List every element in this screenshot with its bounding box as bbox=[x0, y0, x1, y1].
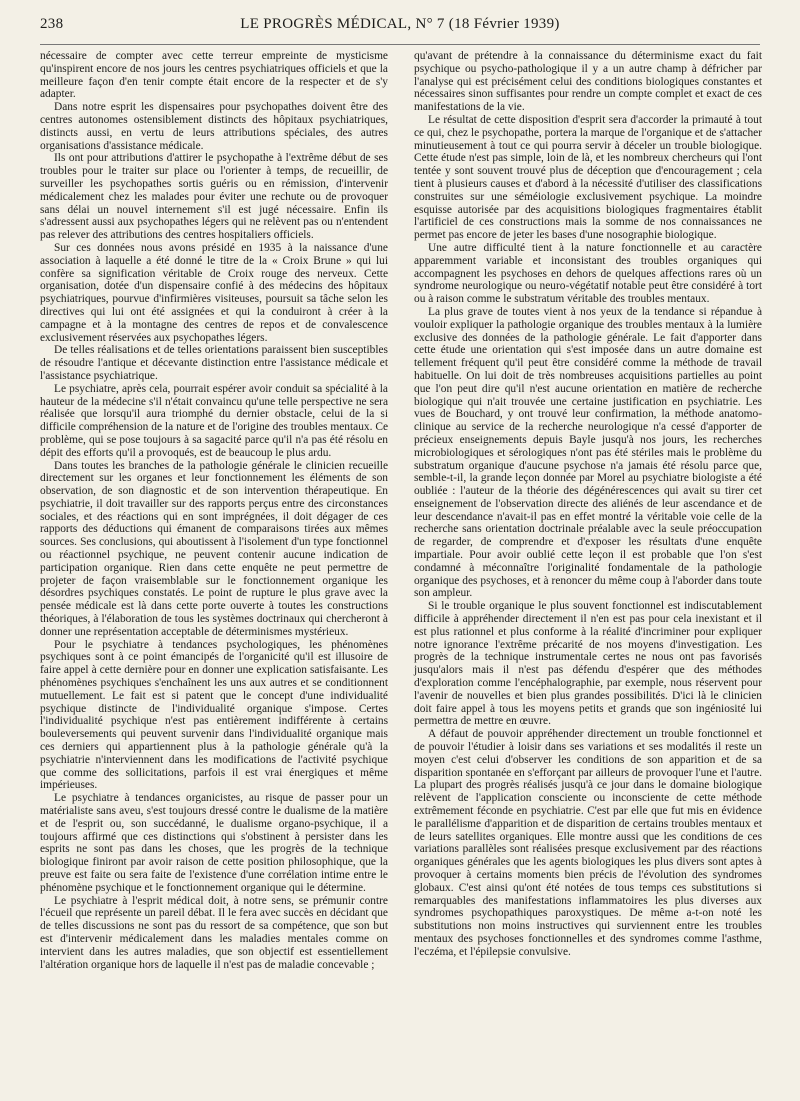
journal-title: LE PROGRÈS MÉDICAL, N° 7 (18 Février 1939) bbox=[240, 16, 560, 32]
right-column bbox=[414, 50, 762, 959]
paragraph: Le résultat de cette disposition d'esprit sera d'accorder la primauté à tout ce qui, chez le psychopathe, portera la marque de l'organique et de s'attacher minutieusement à tout ce qui pourra servir à déceler un trouble biologique. Cette étude n'est pas simple, loin de là, et les nombreux chercheurs qui l'ont tentée y sont souvent trouvé plus de déception que d'encouragement ; cela tient à plusieurs causes et d'abord à la nécessité d'utiliser des classifications construites sur une séméiologie exclusivement psychique. La moindre esquisse autorisée par des acquisitions biologiques fragmentaires établit l'artificiel de ces constructions mais la somme de nos connaissances ne permet pas encore de jeter les bases d'une nosographie biologique. bbox=[414, 113, 762, 242]
paragraph: Ils ont pour attributions d'attirer le psychopathe à l'extrême début de ses troubles pour le traiter sur place ou l'orienter à temps, de recueillir, de surveiller les psychopathes sortis guéris ou en rémission, d'intervenir médicalement chez les malades pour éviter une rechute ou de provoquer sans délai un nouvel internement s'il est jugé nécessaire. Enfin ils s'adressent aussi aux psychopathes légers qui ne relèvent pas ou n'entendent pas relever des attributions des centres hospitaliers officiels. bbox=[40, 152, 388, 242]
paragraph: Si le trouble organique le plus souvent fonctionnel est indiscutablement difficile à appréhender directement il n'en est pas pour cela inexistant et il est plus rationnel et plus conforme à la réalité d'incriminer pour expliquer notre ignorance l'extrême précarité de nos moyens d'investigation. Les progrès de la technique instrumentale certes ne nous ont pas favorisés jusqu'alors mais il n'est pas défendu d'espérer que des méthodes d'exploration comme l'encéphalographie, par exemple, nous réservent pour l'avenir de nouvelles et bien plus grandes possibilités. D'ici là le clinicien doit faire appel à tous les moyens petits et grands que son ingéniosité lui permettra de mettre en œuvre. bbox=[414, 600, 762, 728]
header-rule bbox=[40, 44, 760, 45]
paragraph: Dans notre esprit les dispensaires pour psychopathes doivent être des centres autonomes ostensiblement distincts des hôpitaux psychiatriques, distincts aussi, en vertu de leurs attributions spéciales, des autres organisations d'assistance médicale. bbox=[40, 101, 388, 152]
paragraph: De telles réalisations et de telles orientations paraissent bien susceptibles de résoudre l'antique et décevante distinction entre l'assistance médicale et l'assistance psychiatrique. bbox=[40, 344, 388, 382]
paragraph: Sur ces données nous avons présidé en 1935 à la naissance d'une association à laquelle a été donné le titre de la « Croix Brune » qui lui confère sa signification véritable de Croix rouge des nerveux. Cette organisation, dotée d'un dispensaire confié à des médecins des hôpitaux psychiatriques, pourvue d'infirmières visiteuses, poursuit sa tâche selon les directives qui lui ont été assignées et qui la conduiront à créer à la campagne et à la montagne des centres de repos et de convalescence exclusivement réservées aux psychopathes légers. bbox=[40, 241, 388, 344]
article-body bbox=[40, 50, 762, 1090]
paragraph: nécessaire de compter avec cette terreur empreinte de mysticisme qu'inspirent encore de nos jours les centres psychiatriques officiels et que la meilleure façon d'en tenir compte était encore de la respecter et de s'y adapter. bbox=[40, 50, 388, 101]
paragraph: Une autre difficulté tient à la nature fonctionnelle et au caractère apparemment variable et inconsistant des troubles organiques qui accompagnent les psychoses en dehors de quelques affections rares où un syndrome neurologique ou neuro-végétatif notable peut être considéré à tort ou à raison comme le substratum véritable des troubles mentaux. bbox=[414, 241, 762, 306]
paragraph: A défaut de pouvoir appréhender directement un trouble fonctionnel et de pouvoir l'étudier à loisir dans ses variations et ses modalités il reste un moyen c'est celui d'observer les conditions de son apparition et de sa disparition spontanée en s'efforçant par ailleurs de provoquer l'une et l'autre. La plupart des progrès réalisés jusqu'à ce jour dans le domaine biologique relèvent de l'application consciente ou inconsciente de cette méthode extrêmement féconde en psychiatrie. C'est par elle que fut mis en évidence le parallélisme d'apparition et de disparition de certains troubles mentaux et de leurs satellites organiques. Elle montre aussi que les conditions de ces variations parallèles sont réalisées presque exclusivement par des réactions organiques générales que les agents biologiques les plus divers sont aptes à provoquer à certains moments bien précis de l'évolution des syndromes globaux. C'est ainsi qu'ont été notées de tous temps ces substitutions si remarquables des manifestations inflammatoires les plus diverses aux syndromes psychopathiques paroxystiques. De même a-t-on noté les substitutions non moins instructives qui surviennent entre les troubles mentaux des psychoses fonctionnelles et des syndromes comme l'asthme, l'eczéma, et l'épilepsie convulsive. bbox=[414, 728, 762, 958]
paragraph: Le psychiatre à l'esprit médical doit, à notre sens, se prémunir contre l'écueil que représente un pareil débat. Il le fera avec succès en décidant que de telles discussions ne sont pas du ressort de sa compétence, que son but est d'intervenir médicalement dans les maladies mentales comme on intervient dans les autres maladies, que son objectif est essentiellement l'altération organique hors de laquelle il n'est pas de maladie concevable ; bbox=[40, 894, 388, 971]
left-column bbox=[40, 50, 388, 971]
paragraph: Le psychiatre à tendances organicistes, au risque de passer pour un matérialiste sans aveu, s'est toujours dressé contre le dualisme de la matière et de l'esprit ou, son succédanné, le dualisme organo-psychique, il a toujours affirmé que ces distinctions qui s'obstinent à persister dans les esprits ne sont pas dans les choses, que les progrès de la technique biologique finiront par avoir raison de cette position philosophique, que la preuve est faite ou sera faite de l'existence d'une corrélation intime entre le phénomène psychique et le fonctionnement organique qui le détermine. bbox=[40, 792, 388, 894]
running-header bbox=[40, 16, 760, 42]
paragraph: Le psychiatre, après cela, pourrait espérer avoir conduit sa spécialité à la hauteur de la médecine s'il n'était convaincu qu'une telle perspective ne sera réalisée que lorsqu'il aura triomphé du dernier obstacle, celui de la si difficile compréhension de la nature et de l'origine des troubles mentaux. Ce problème, qui se pose toujours à sa sagacité parce qu'il n'a pas été résolu en dépit des efforts qu'il a provoqués, est de beaucoup le plus ardu. bbox=[40, 382, 388, 459]
paragraph: La plus grave de toutes vient à nos yeux de la tendance si répandue à vouloir expliquer la pathologie organique des troubles mentaux à la lumière exclusive des données de la pathologie générale. Le fait d'apporter dans cette étude une orientation qui s'est imposée dans un autre domaine est tellement fréquent qu'il peut être considéré comme la méthode de travail habituelle. On lui doit de très nombreuses acquisitions partielles au point que l'on peut dire qu'il n'est aucune orientation en matière de recherche biologique qui n'ait trouvée une certaine justification en psychiatrie. Les vues de Bouchard, y ont trouvé leur confirmation, la méthode anatomo-clinique au service de la recherche neurologique n'a cessé d'apporter de précieux enseignements depuis Bayle jusqu'à nos jours, les recherches microbiologiques et sérologiques n'ont pas été stériles mais le problème du substratum organique d'aucune psychose n'a jamais été résolu parce que, semble-t-il, la grande leçon donnée par Morel au psychiatre biologiste a été oubliée : l'auteur de la théorie des dégénérescences qui avait su tirer cet enseignement de l'observation directe des aliénés de leur ascendance et de leur descendance n'avait-il pas en effet montré la véritable voie celle de la recherche sans orientation doctrinale préalable avec la seule préoccupation de regarder, de comprendre et d'exposer les résultats d'une enquête impartiale. Pour avoir oublié cette leçon il est probable que l'on s'est condamné à méconnaître l'originalité fondamentale de la pathologie organique des psychoses, et à renoncer du même coup à l'aborder dans toute son ampleur. bbox=[414, 305, 762, 600]
paragraph: Pour le psychiatre à tendances psychologiques, les phénomènes psychiques sont à ce point émancipés de l'organicité qu'il est illusoire de faire appel à cette dernière pour en donner une explication satisfaisante. Les phénomènes psychiques s'enchaînent les uns aux autres et se conditionnent mutuellement. Le fait est si patent que le concept d'une individualité psychique distincte de l'individualité organique s'impose. Certes l'individualité psychique n'est pas entièrement indifférente à certains bouleversements qui peuvent survenir dans l'individualité organique mais ces derniers qui appartiennent plus à la pathologie générale qu'à la psychiatrie n'interviennent dans les modifications de l'activité psychique que comme des sollicitations, parfois il est vrai énergiques et même impérieuses. bbox=[40, 638, 388, 792]
page-number: 238 bbox=[40, 16, 64, 32]
paragraph: qu'avant de prétendre à la connaissance du déterminisme exact du fait psychique ou psycho-pathologique il y a un autre champ à défricher par l'analyse qui est précisément celui des conditions biologiques constantes et nécessaires sinon suffisantes pour rendre un compte complet et exact de ces manifestations de la vie. bbox=[414, 50, 762, 114]
paragraph: Dans toutes les branches de la pathologie générale le clinicien recueille directement sur les organes et leur fonctionnement les éléments de son observation, de son diagnostic et de son intervention thérapeutique. En psychiatrie, il doit travailler sur des rapports perçus entre des circonstances sociales, et des réactions qui en sont imprégnées, il doit dégager de ces rapports des déductions qui émanent de comparaisons tirées aux mêmes sources. Ses conclusions, qui aboutissent à l'isolement d'un type fonctionnel ou réactionnel psychique, ne peuvent contenir aucune indication de participation organique. Rien dans cette enquête ne peut permettre de projeter de façon vraisemblable sur le fonctionnement organique les désordres psychiques constatés. Le point de rupture le plus grave avec la pensée médicale est là dans cette porte ouverte à toutes les constructions théoriques, à l'élaboration de tous les systèmes doctrinaux qui chercheront à donner une représentation acceptable de déterminismes mystérieux. bbox=[40, 459, 388, 638]
